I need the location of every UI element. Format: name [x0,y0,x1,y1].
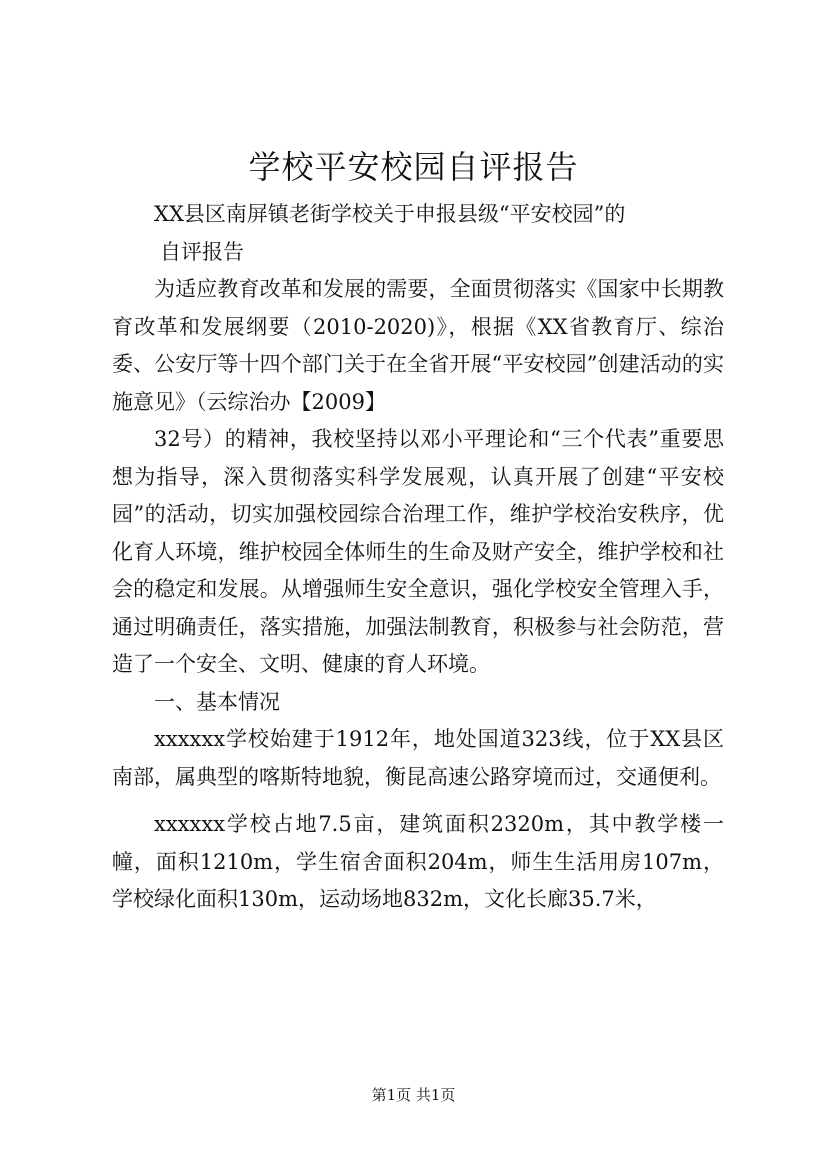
subtitle-line-1: XX县区南屏镇老街学校关于申报县级“平安校园”的 [154,202,626,226]
document-title: 学校平安校园自评报告 [248,148,579,186]
paragraph-facilities: xxxxxx学校占地7.5亩，建筑面积2320m，其中教学楼一幢，面积1210m，学生宿舍面积204m，师生生活用房107m，学校绿化面积130m，运动场地832m，文化长廊35.7米， [112,812,724,911]
subtitle-line-2: 自评报告 [160,239,244,264]
document-body [112,196,724,919]
paragraph-spirit: 32号）的精神，我校坚持以邓小平理论和“三个代表”重要思想为指导，深入贯彻落实科学发展观，认真开展了创建“平安校园”的活动，切实加强校园综合治理工作，维护学校治安秩序，优化育人环境，维护校园全体师生的生命及财产安全，维护学校和社会的稳定和发展。从增强师生安全意识，强化学校安全管理入手，通过明确责任，落实措施，加强法制教育，积极参与社会防范，营造了一个安全、文明、健康的育人环境。 [112,427,724,676]
paragraph-history: xxxxxx学校始建于1912年，地处国道323线，位于XX县区南部，属典型的喀斯特地貌，衡昆高速公路穿境而过，交通便利。 [112,727,724,789]
page-footer: 第1页 共1页 [371,1086,456,1104]
section-heading-basic-info: 一、基本情况 [154,689,280,714]
paragraph-intro: 为适应教育改革和发展的需要，全面贯彻落实《国家中长期教育改革和发展纲要（2010-2020)》，根据《XX省教育厅、综治委、公安厅等十四个部门关于在全省开展“平安校园”创建活动的实施意见》（云综治办【2009】 [112,277,724,414]
